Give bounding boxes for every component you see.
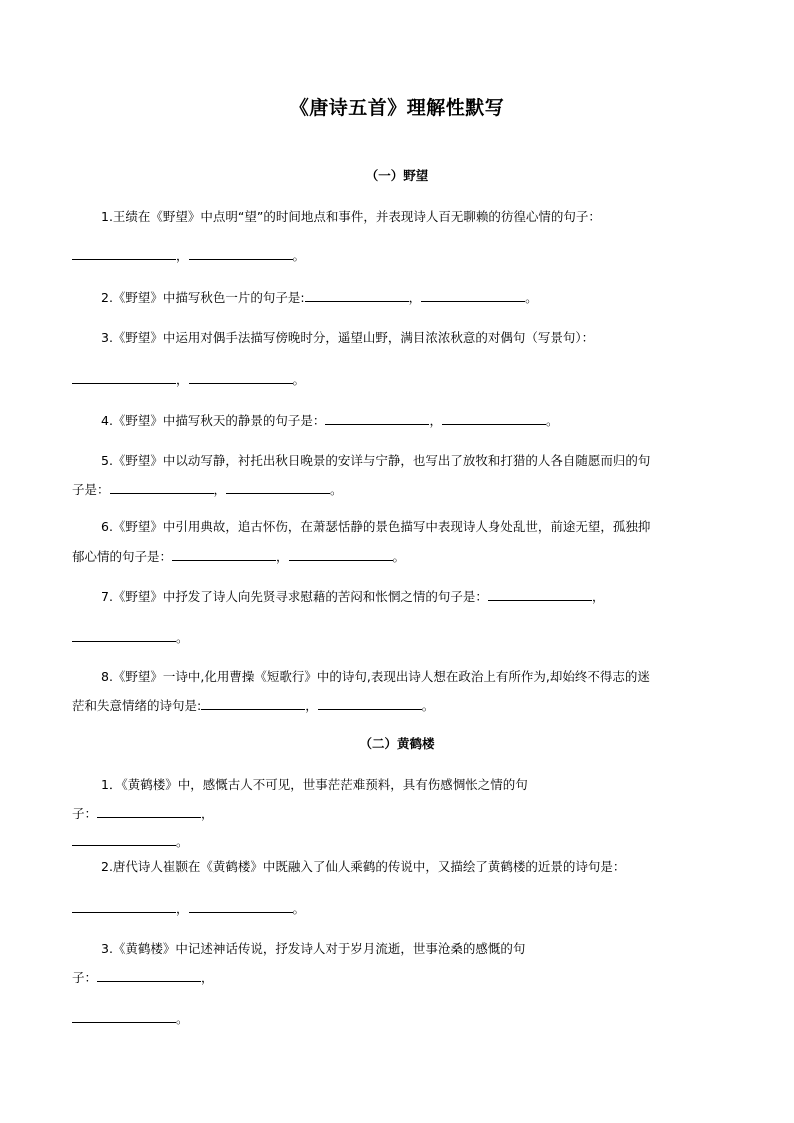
section-heading-ye-wang: （一）野望	[365, 168, 429, 183]
answer-blank[interactable]	[189, 899, 293, 913]
answer-blank[interactable]	[305, 288, 409, 302]
answer-blank[interactable]	[488, 587, 592, 601]
question-1-4: 4.《野望》中描写秋天的静景的句子是： ， 。	[101, 413, 559, 428]
answer-blank[interactable]	[226, 480, 330, 494]
answer-line-2-1: 。	[72, 832, 189, 851]
answer-blank[interactable]	[97, 804, 201, 818]
question-1-1: 1.王绩在《野望》中点明“望”的时间地点和事件，并表现诗人百无聊赖的彷徨心情的句子：	[101, 209, 601, 224]
question-2-3: 3.《黄鹤楼》中记述神话传说，抒发诗人对于岁月流逝，世事沧桑的感慨的句	[101, 941, 526, 956]
answer-blank[interactable]	[72, 628, 176, 642]
question-1-6-cont: 郁心情的句子是： ， 。	[72, 549, 406, 564]
answer-blank[interactable]	[289, 547, 393, 561]
answer-blank[interactable]	[110, 480, 214, 494]
answer-blank[interactable]	[72, 832, 176, 846]
answer-line-2-2: ， 。	[72, 899, 305, 918]
answer-blank[interactable]	[189, 246, 293, 260]
answer-line-1-7: 。	[72, 628, 189, 647]
question-1-8-cont: 茫和失意情绪的诗句是: ， 。	[72, 698, 435, 713]
answer-blank[interactable]	[72, 370, 176, 384]
answer-line-1-3: ， 。	[72, 370, 305, 389]
answer-blank[interactable]	[421, 288, 525, 302]
answer-blank[interactable]	[172, 547, 276, 561]
question-2-1: 1．《黄鹤楼》中，感慨古人不可见，世事茫茫难预料，具有伤感惆怅之情的句	[101, 777, 528, 792]
answer-blank[interactable]	[318, 696, 422, 710]
question-2-3-cont: 子： ，	[72, 970, 214, 985]
question-1-6: 6.《野望》中引用典故，追古怀伤，在萧瑟恬静的景色描写中表现诗人身处乱世，前途无望，孤独抑	[101, 519, 651, 534]
question-1-7: 7.《野望》中抒发了诗人向先贤寻求慰藉的苦闷和怅惘之情的句子是： ，	[101, 589, 605, 604]
answer-blank[interactable]	[201, 696, 305, 710]
question-1-5: 5.《野望》中以动写静，衬托出秋日晚景的安详与宁静，也写出了放牧和打猎的人各自随愿而归的句	[101, 453, 651, 468]
question-2-1-cont: 子： ，	[72, 806, 214, 821]
question-1-3: 3.《野望》中运用对偶手法描写傍晚时分，遥望山野，满目浓浓秋意的对偶句（写景句）：	[101, 330, 595, 345]
answer-blank[interactable]	[442, 411, 546, 425]
question-1-5-cont: 子是： ， 。	[72, 482, 343, 497]
answer-blank[interactable]	[72, 899, 176, 913]
page-title: 《唐诗五首》理解性默写	[289, 97, 505, 119]
answer-blank[interactable]	[72, 246, 176, 260]
answer-line-1-1: ， 。	[72, 246, 305, 265]
answer-blank[interactable]	[189, 370, 293, 384]
question-2-2: 2.唐代诗人崔颢在《黄鹤楼》中既融入了仙人乘鹤的传说中，又描绘了黄鹤楼的近景的诗句是：	[101, 859, 626, 874]
answer-blank[interactable]	[72, 1009, 176, 1023]
answer-blank[interactable]	[325, 411, 429, 425]
question-1-2: 2.《野望》中描写秋色一片的句子是: ， 。	[101, 290, 538, 305]
section-heading-huang-he-lou: （二）黄鹤楼	[359, 736, 435, 751]
answer-blank[interactable]	[97, 968, 201, 982]
answer-line-2-3: 。	[72, 1009, 189, 1028]
question-1-8: 8.《野望》一诗中,化用曹操《短歌行》中的诗句,表现出诗人想在政治上有所作为,却始终不得志的迷	[101, 669, 650, 684]
